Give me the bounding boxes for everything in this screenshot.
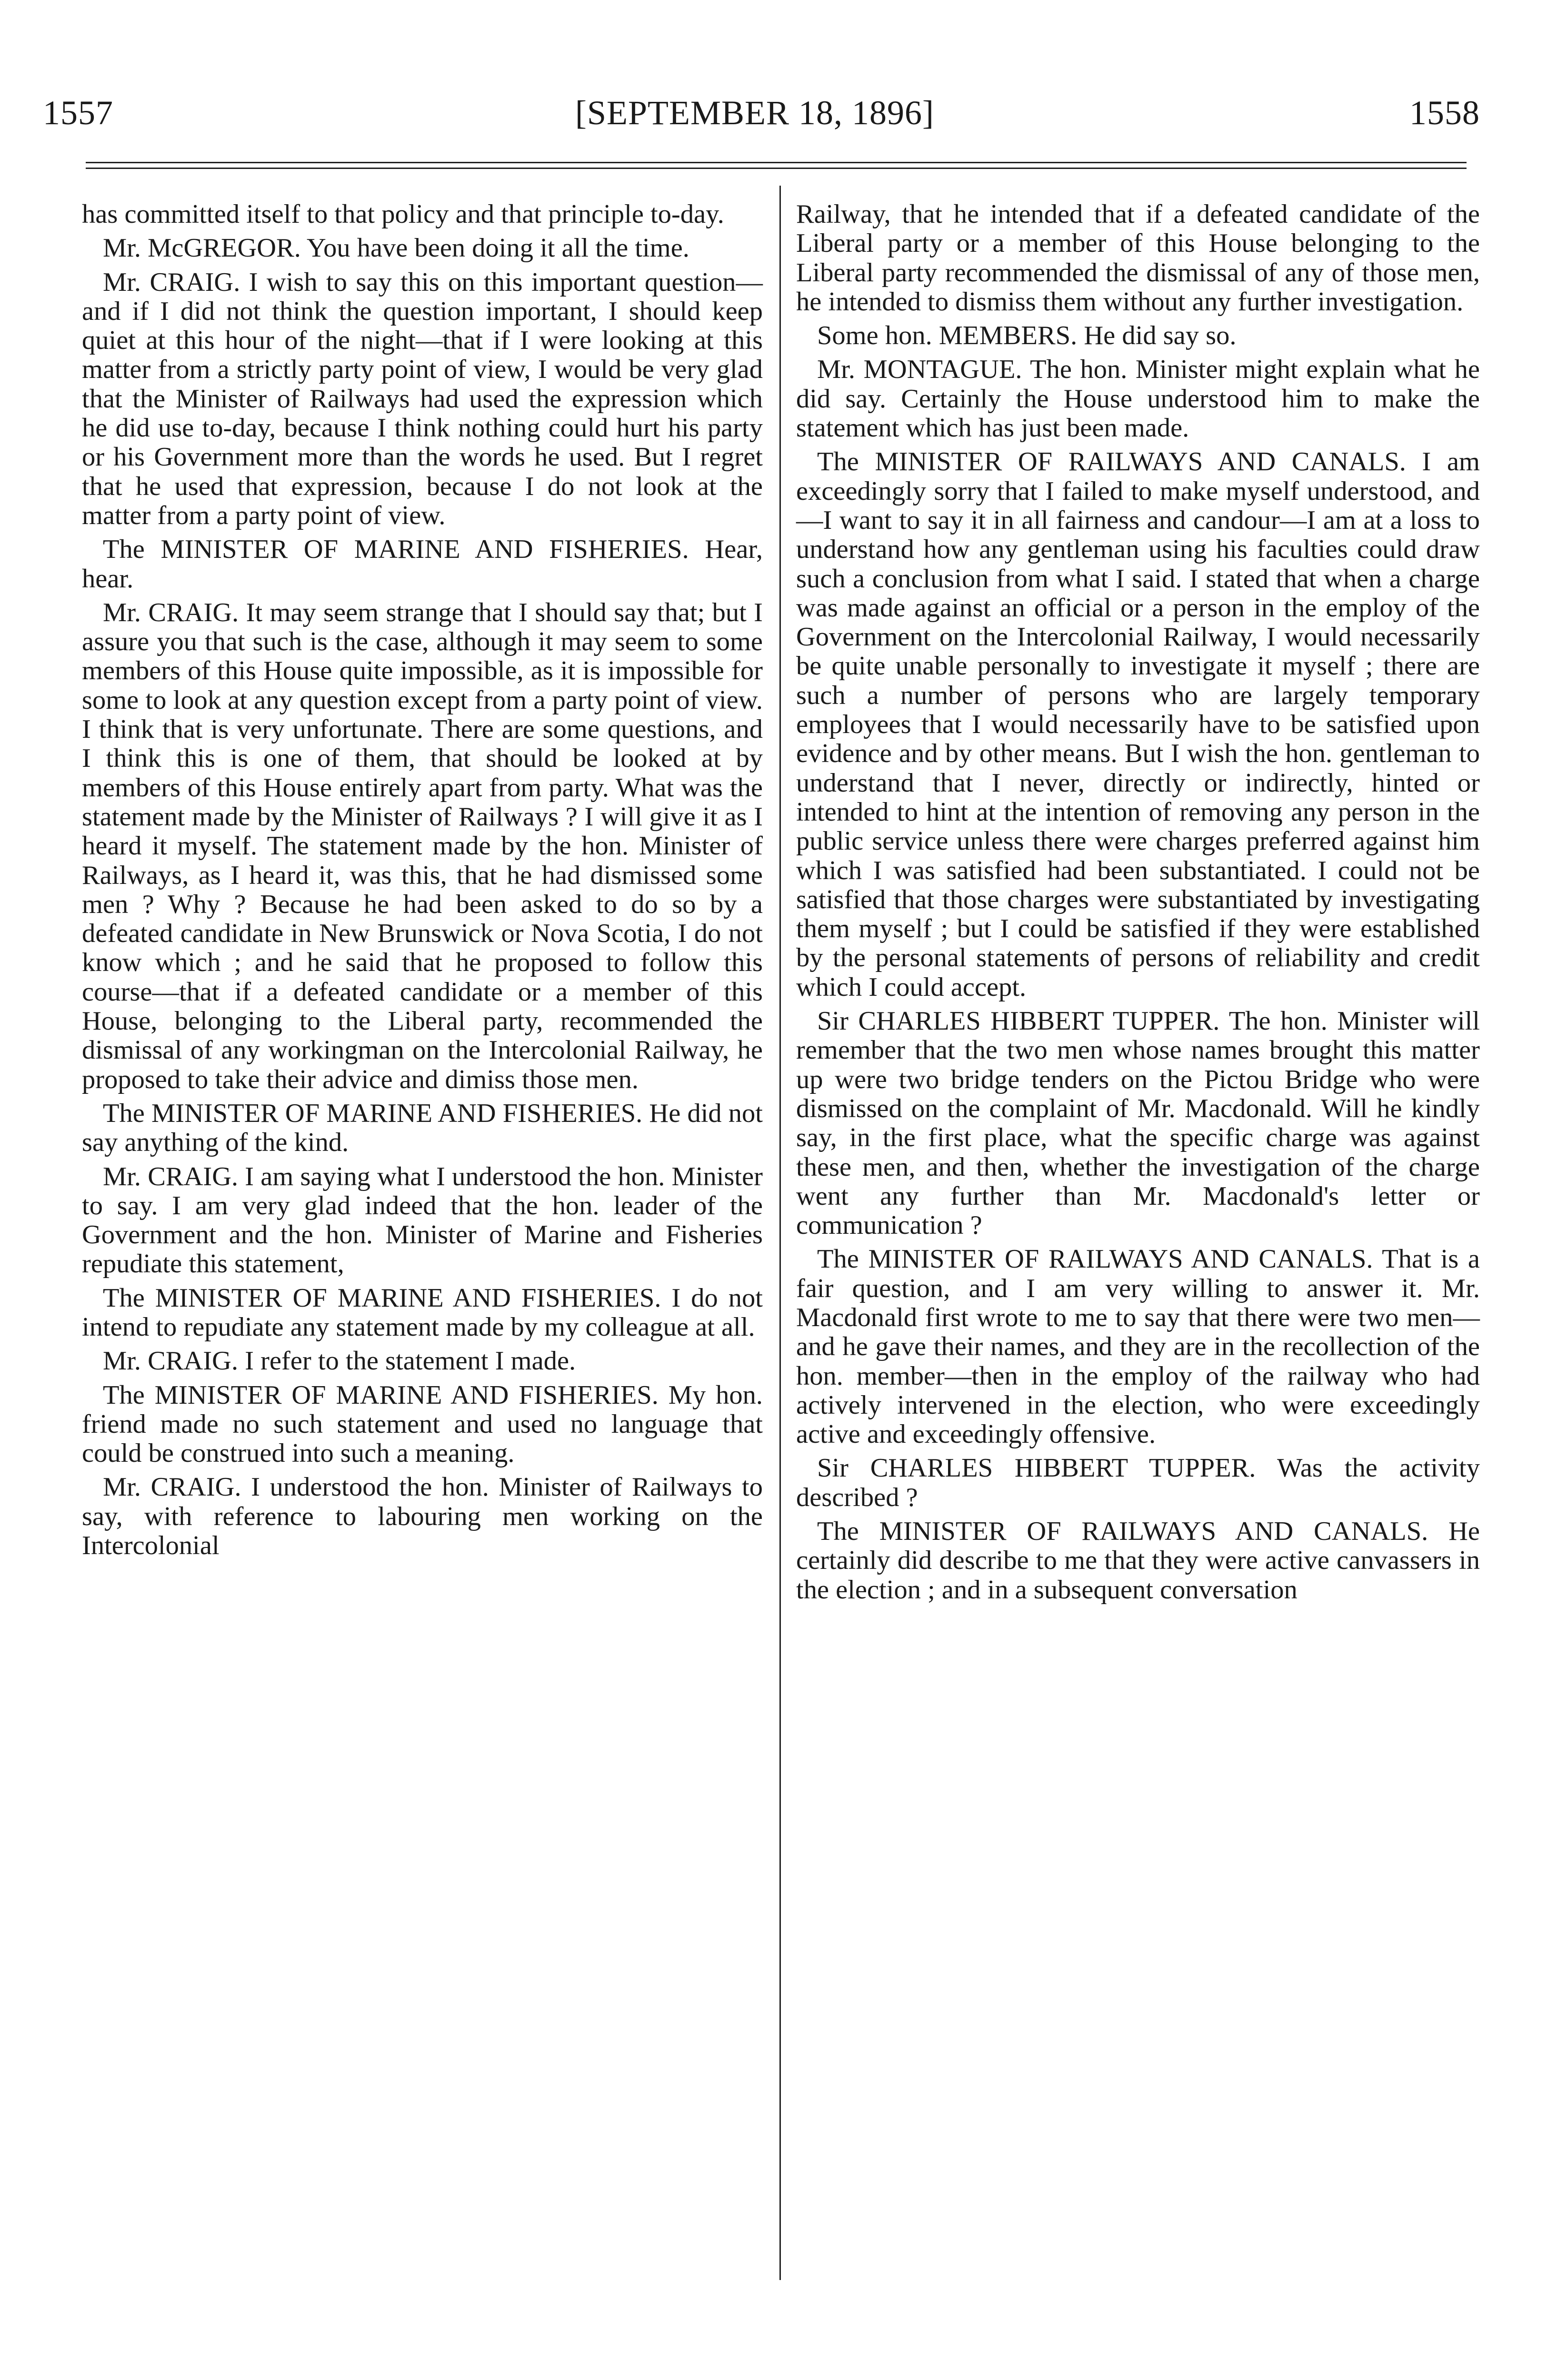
paragraph: Mr. CRAIG. It may seem strange that I should say that; but I assure you that such is the case, although it may seem to some members of this House quite impossible, as it is impossible for some to look at any question except from a party point of view. I think that is very unfortunate. There are some questions, and I think this is one of them, that should be looked at by members of this House entirely apart from party. What was the statement made by the Minister of Railways ? I will give it as I heard it myself. The statement made by the hon. Minister of Railways, as I heard it, was this, that he had dismissed some men ? Why ? Because he had been asked to do so by a defeated candidate in New Brunswick or Nova Scotia, I do not know which ; and he said that he proposed to follow this course—that if a defeated candidate or a member of this House, belonging to the Liberal party, recommended the dismissal of any workingman on the Intercolonial Railway, he proposed to take their advice and dimiss those men. xyxy=(82,597,763,1094)
paragraph: The MINISTER OF MARINE AND FISHERIES. My hon. friend made no such statement and used no language that could be construed into such a meaning. xyxy=(82,1380,763,1468)
paragraph: The MINISTER OF RAILWAYS AND CANALS. That is a fair question, and I am very willing to answer it. Mr. Macdonald first wrote to me to say that there were two men—and he gave their names, and they are in the recollection of the hon. member—then in the employ of the railway who had actively intervened in the election, who were exceedingly active and exceedingly offensive. xyxy=(796,1244,1480,1449)
paragraph: Mr. CRAIG. I understood the hon. Minister of Railways to say, with reference to labouring men working on the Intercolonial xyxy=(82,1472,763,1561)
left-column xyxy=(82,200,763,1565)
paragraph: Sir CHARLES HIBBERT TUPPER. The hon. Minister will remember that the two men whose names brought this matter up were two bridge tenders on the Pictou Bridge who were dismissed on the complaint of Mr. Macdonald. Will he kindly say, in the first place, what the specific charge was against these men, and then, whether the investigation of the charge went any further than Mr. Macdonald's letter or communication ? xyxy=(796,1006,1480,1240)
page-number-left: 1557 xyxy=(43,94,113,132)
paragraph: Mr. CRAIG. I refer to the statement I made. xyxy=(103,1346,576,1376)
header-rule-top xyxy=(86,162,1467,163)
page-header xyxy=(0,93,1557,146)
paragraph: Mr. McGREGOR. You have been doing it all the time. xyxy=(103,233,689,263)
paragraph: Mr. MONTAGUE. The hon. Minister might explain what he did say. Certainly the House understood him to make the statement which has just been made. xyxy=(796,355,1480,443)
paragraph: The MINISTER OF RAILWAYS AND CANALS. He certainly did describe to me that they were active canvassers in the election ; and in a subsequent conversation xyxy=(796,1517,1480,1605)
paragraph: Sir CHARLES HIBBERT TUPPER. Was the activity described ? xyxy=(796,1453,1480,1512)
page-number-right: 1558 xyxy=(1409,94,1480,132)
paragraph: has committed itself to that policy and that principle to-day. xyxy=(82,199,724,229)
paragraph: The MINISTER OF RAILWAYS AND CANALS. I am exceedingly sorry that I failed to make myself understood, and—I want to say it in all fairness and candour—I am at a loss to understand how any gentleman using his faculties could draw such a conclusion from what I said. I stated that when a charge was made against an official or a person in the employ of the Government on the Intercolonial Railway, I would necessarily be quite unable personally to investigate it myself ; there are such a number of persons who are largely temporary employees that I would necessarily have to be satisfied upon evidence and by other means. But I wish the hon. gentleman to understand that I never, directly or indirectly, hinted or intended to hint at the intention of removing any person in the public service unless there were charges preferred against him which I was satisfied had been substantiated. I could not be satisfied that those charges were substantiated by investigating them myself ; but I could be satisfied if they were established by the personal statements of persons of reliability and credit which I could accept. xyxy=(796,447,1480,1002)
right-column xyxy=(796,200,1480,1609)
page-date: [SEPTEMBER 18, 1896] xyxy=(575,94,935,132)
paragraph: The MINISTER OF MARINE AND FISHERIES. He did not say anything of the kind. xyxy=(82,1098,763,1158)
header-rule-bottom xyxy=(86,168,1467,169)
column-divider xyxy=(779,186,781,2280)
paragraph: Mr. CRAIG. I wish to say this on this important question—and if I did not think the question important, I should keep quiet at this hour of the night—that if I were looking at this matter from a strictly party point of view, I would be very glad that the Minister of Railways had used the expression which he did use to-day, because I think nothing could hurt his party or his Government more than the words he used. But I regret that he used that expression, because I do not look at the matter from a party point of view. xyxy=(82,267,763,530)
paragraph: Some hon. MEMBERS. He did say so. xyxy=(817,321,1237,351)
paragraph: Mr. CRAIG. I am saying what I understood the hon. Minister to say. I am very glad indeed that the hon. leader of the Government and the hon. Minister of Marine and Fisheries repudiate this statement, xyxy=(82,1161,763,1279)
paragraph: The MINISTER OF MARINE AND FISHERIES. Hear, hear. xyxy=(82,535,763,594)
paragraph: The MINISTER OF MARINE AND FISHERIES. I do not intend to repudiate any statement made by my colleague at all. xyxy=(82,1283,763,1342)
paragraph: Railway, that he intended that if a defeated candidate of the Liberal party or a member of this House belonging to the Liberal party recommended the dismissal of any of those men, he intended to dismiss them without any further investigation. xyxy=(796,199,1480,317)
